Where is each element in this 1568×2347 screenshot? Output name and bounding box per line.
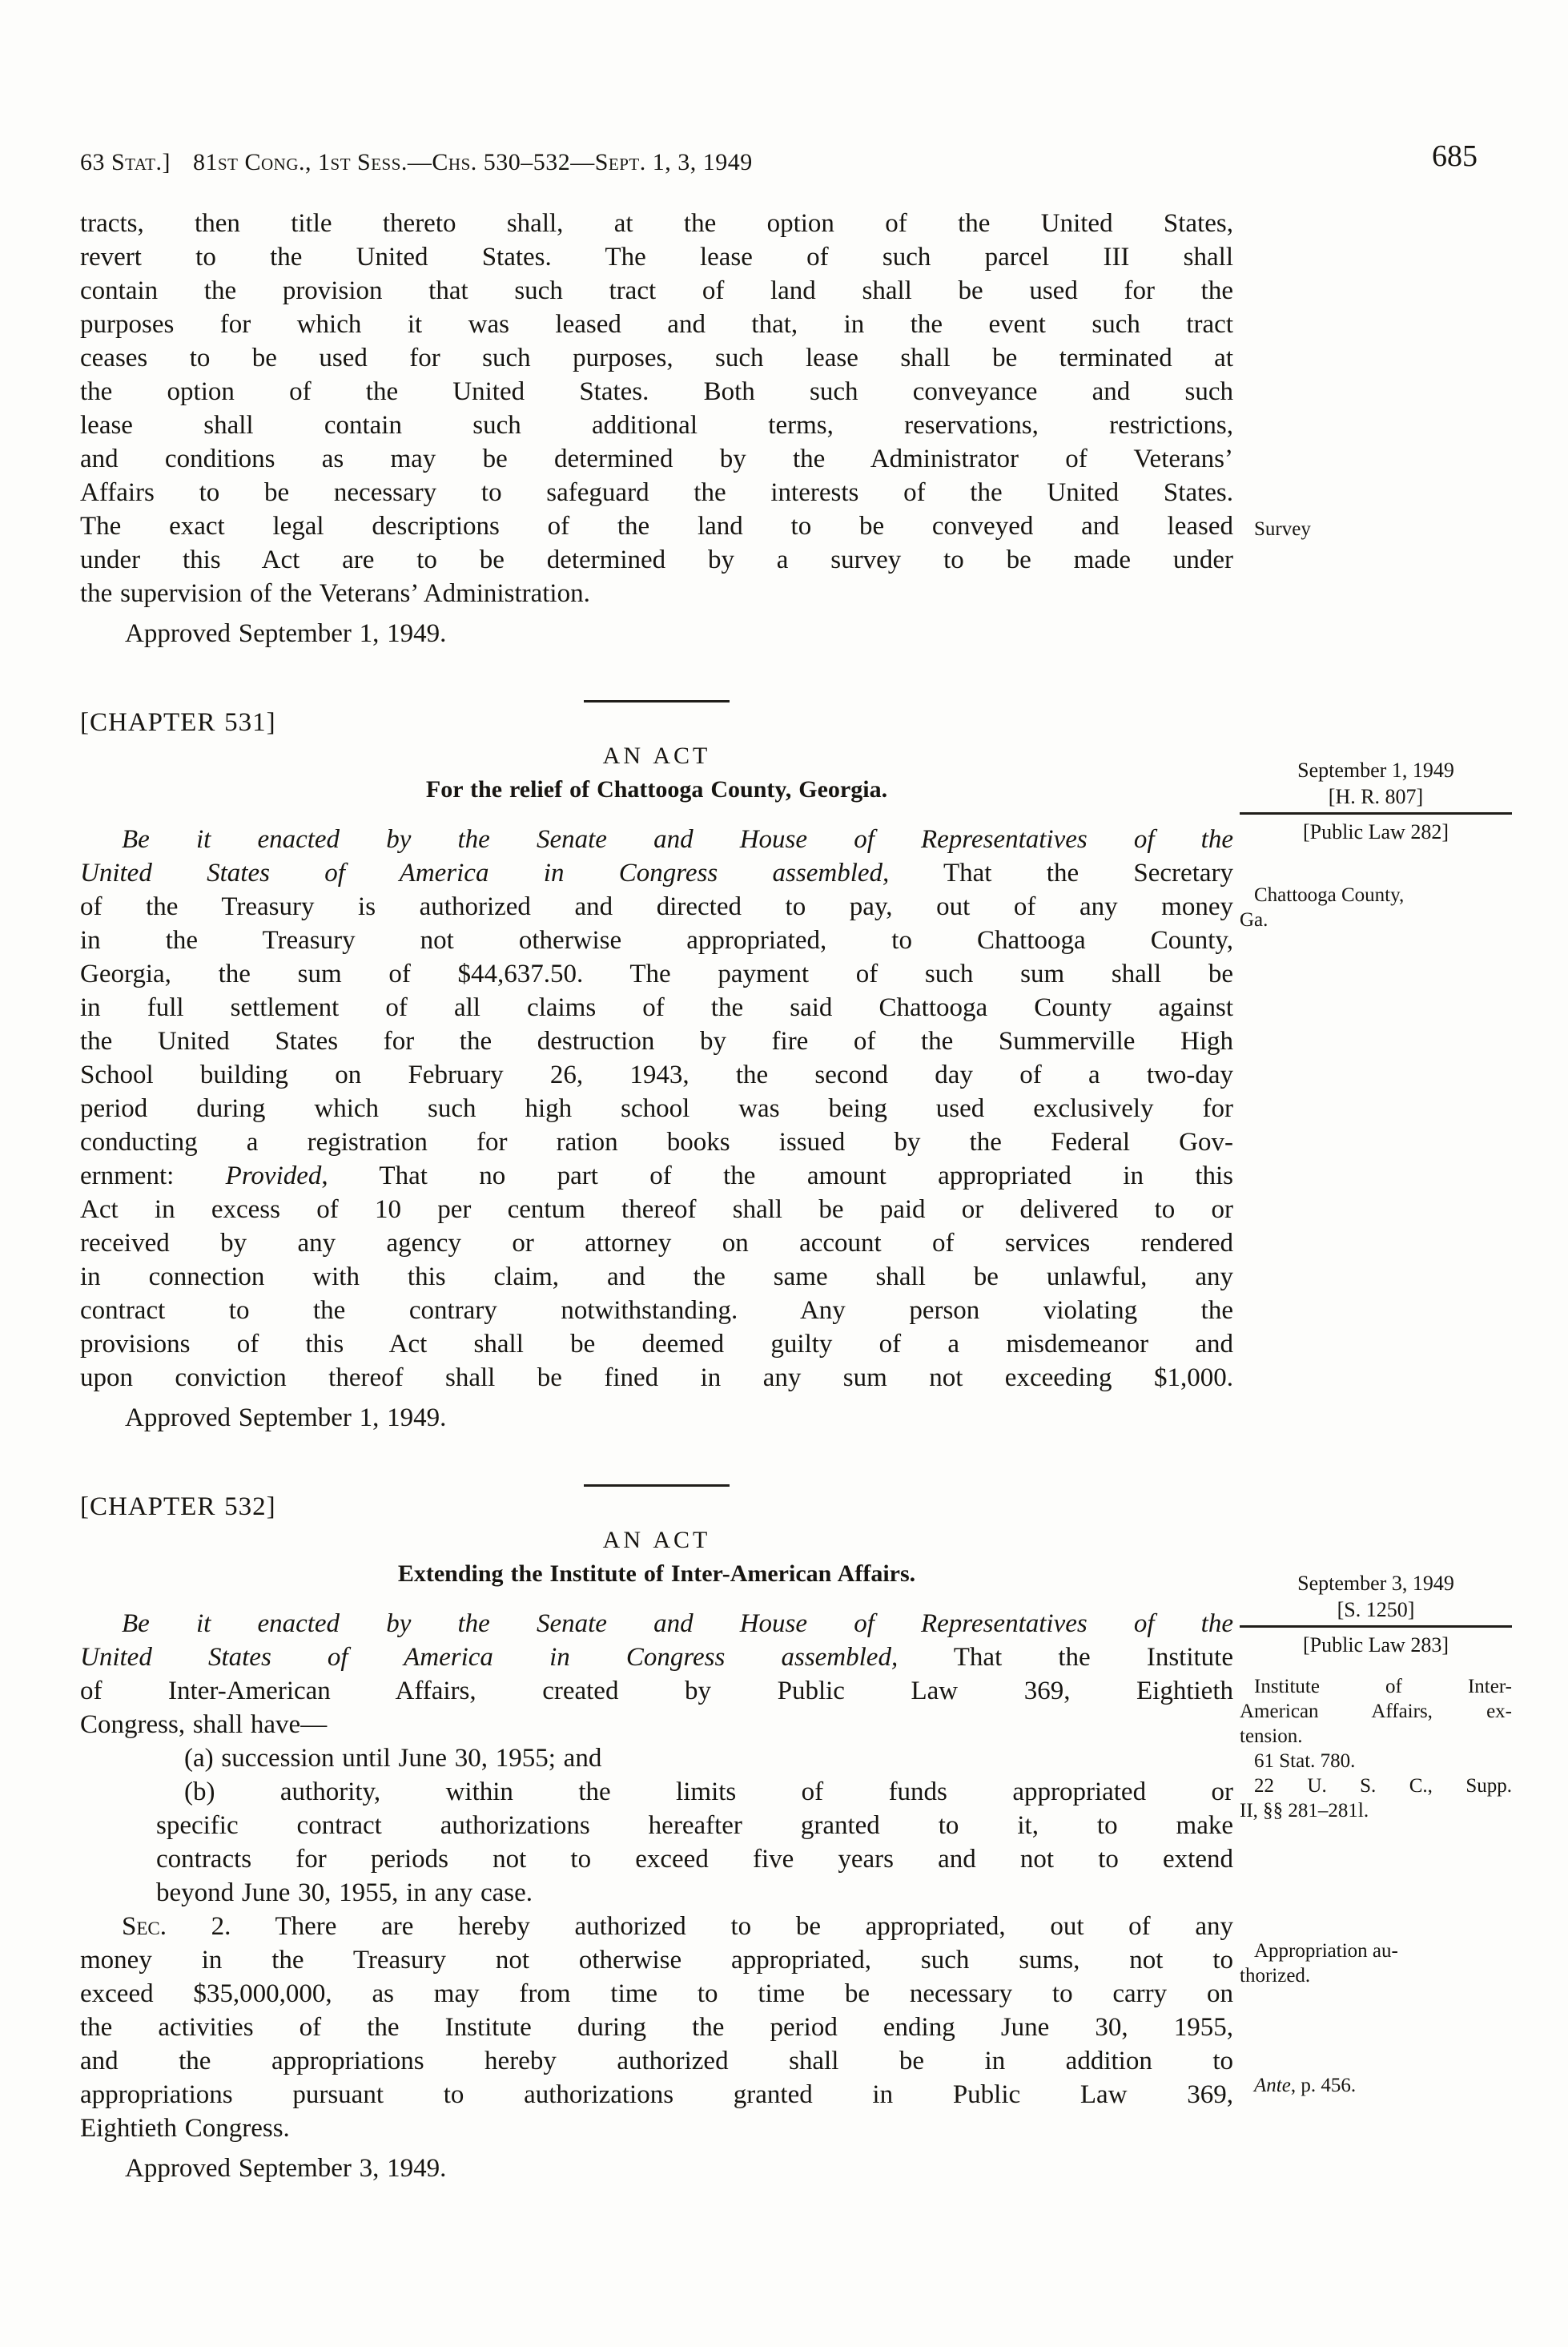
enacting-clause-roman: That the Secretary bbox=[889, 859, 1233, 888]
stat-volume-label: 63 Stat.] bbox=[80, 149, 171, 175]
enacting-clause-italic: United States of America in Congress assembled, bbox=[80, 859, 890, 888]
body-line: the activities of the Institute during the period ending June 30, 1955, bbox=[80, 2013, 1233, 2042]
body-line: contain the provision that such tract of land shall be used for the bbox=[80, 276, 1233, 305]
proviso-word: Provided bbox=[225, 1161, 322, 1190]
body-line: the option of the United States. Both such conveyance and such bbox=[80, 377, 1233, 406]
act-subject: Extending the Institute of Inter-American Affairs. bbox=[397, 1560, 916, 1587]
sidenote-usc-citation: II, §§ 281–281l. bbox=[1240, 1800, 1369, 1822]
body-line: exceed $35,000,000, as may from time to time be necessary to carry on bbox=[80, 1979, 1233, 2008]
ante-rest: , p. 456. bbox=[1290, 2075, 1357, 2096]
an-act-heading: AN ACT bbox=[602, 743, 711, 769]
list-item-a: (a) succession until June 30, 1955; and bbox=[184, 1744, 602, 1773]
section-2-text: There are hereby authorized to be appropriated, out of any bbox=[231, 1912, 1233, 1941]
text-column bbox=[80, 207, 1233, 2185]
approved-line: Approved September 3, 1949. bbox=[125, 2154, 447, 2183]
body-line: received by any agency or attorney on account of services rendered bbox=[80, 1229, 1233, 1258]
body-line: in the Treasury not otherwise appropriated, to Chattooga County, bbox=[80, 926, 1233, 955]
body-line: purposes for which it was leased and that, in the event such tract bbox=[80, 310, 1233, 339]
body-line: and the appropriations hereby authorized shall be in addition to bbox=[80, 2047, 1233, 2075]
body-line: and conditions as may be determined by the Administrator of Veterans’ bbox=[80, 445, 1233, 473]
body-line: Georgia, the sum of $44,637.50. The payment of such sum shall be bbox=[80, 960, 1233, 988]
body-line: lease shall contain such additional terms, reservations, restrictions, bbox=[80, 411, 1233, 440]
body-line: ceases to be used for such purposes, such lease shall be terminated at bbox=[80, 344, 1233, 372]
chapter-530-paragraph bbox=[80, 207, 1233, 610]
section-2-label: Sec. 2. bbox=[122, 1912, 231, 1941]
sidenote-survey: Survey bbox=[1254, 518, 1311, 540]
body-line: The exact legal descriptions of the land to be conveyed and leased bbox=[80, 512, 1233, 541]
sidenote-chattooga bbox=[1240, 883, 1512, 932]
list-item-b: (b) authority, within the limits of funds appropriated or bbox=[184, 1777, 1233, 1806]
proviso-post: , That no part of the amount appropriated in this bbox=[321, 1161, 1233, 1190]
body-line: of Inter-American Affairs, created by Public Law 369, Eightieth bbox=[80, 1677, 1233, 1705]
sidenote-date: September 3, 1949 bbox=[1297, 1572, 1454, 1595]
body-line: Act in excess of 10 per centum thereof shall be paid or delivered to or bbox=[80, 1195, 1233, 1224]
enacting-clause-line bbox=[80, 1640, 1233, 1674]
sidenote-ch532-credit bbox=[1240, 1570, 1512, 1658]
sidenote-line: Ga. bbox=[1240, 909, 1268, 931]
section-2-line bbox=[80, 1910, 1233, 1943]
proviso-pre: ernment: bbox=[80, 1161, 226, 1190]
sidenote-usc-citation: 22 U. S. C., Supp. bbox=[1254, 1775, 1512, 1797]
chapter-531-heading: [CHAPTER 531] bbox=[80, 708, 276, 737]
enacting-clause-italic: United States of America in Congress assembled, bbox=[80, 1643, 899, 1672]
sidenote-date: September 1, 1949 bbox=[1297, 759, 1454, 782]
chapter-532-body bbox=[80, 1607, 1233, 2145]
sidenote-line: American Affairs, ex- bbox=[1240, 1701, 1512, 1722]
approved-line: Approved September 1, 1949. bbox=[125, 619, 447, 648]
body-line: Congress, shall have— bbox=[80, 1710, 328, 1739]
enacting-clause-line: Be it enacted by the Senate and House of Representatives of the bbox=[122, 1609, 1233, 1638]
body-line: the United States for the destruction by fire of the Summerville High bbox=[80, 1027, 1233, 1056]
page-number: 685 bbox=[1432, 139, 1478, 173]
act-subject: For the relief of Chattooga County, Georgia. bbox=[425, 776, 888, 803]
body-line-proviso bbox=[80, 1159, 1233, 1193]
body-line: School building on February 26, 1943, the second day of a two-day bbox=[80, 1061, 1233, 1089]
list-item-b-continuation: beyond June 30, 1955, in any case. bbox=[156, 1878, 533, 1907]
sidenote-institute bbox=[1240, 1674, 1512, 1823]
sidenote-line: Chattooga County, bbox=[1254, 884, 1405, 906]
sidenote-public-law: [Public Law 283] bbox=[1303, 1633, 1449, 1657]
sidenote-line: Institute of Inter- bbox=[1254, 1676, 1512, 1697]
sidenote-appropriation bbox=[1240, 1938, 1512, 1988]
session-chapter-line: 81st Cong., 1st Sess.—Chs. 530–532—Sept. 1, 3, 1949 bbox=[193, 149, 753, 175]
chapter-531-body bbox=[80, 823, 1233, 1395]
sidenote-ante-reference bbox=[1240, 2073, 1512, 2098]
sidenote-rule bbox=[1240, 1625, 1512, 1628]
body-line: revert to the United States. The lease of such parcel III shall bbox=[80, 243, 1233, 272]
section-divider bbox=[584, 1484, 730, 1487]
body-line: conducting a registration for ration books issued by the Federal Gov- bbox=[80, 1128, 1233, 1157]
sidenote-line: thorized. bbox=[1240, 1965, 1311, 1987]
sidenote-line: Appropriation au- bbox=[1254, 1940, 1398, 1962]
enacting-clause-roman: That the Institute bbox=[898, 1643, 1233, 1672]
list-item-b-continuation: contracts for periods not to exceed five years and not to extend bbox=[156, 1845, 1233, 1874]
body-line: in connection with this claim, and the same shall be unlawful, any bbox=[80, 1262, 1233, 1291]
enacting-clause-line bbox=[80, 856, 1233, 890]
body-line: contract to the contrary notwithstanding. Any person violating the bbox=[80, 1296, 1233, 1325]
enacting-clause-line: Be it enacted by the Senate and House of Representatives of the bbox=[122, 825, 1233, 854]
sidenote-ch531-credit bbox=[1240, 757, 1512, 845]
body-line: money in the Treasury not otherwise appropriated, such sums, not to bbox=[80, 1946, 1233, 1975]
body-line: in full settlement of all claims of the said Chattooga County against bbox=[80, 993, 1233, 1022]
list-item-b-continuation: specific contract authorizations hereafter granted to it, to make bbox=[156, 1811, 1233, 1840]
sidenote-line: tension. bbox=[1240, 1725, 1303, 1747]
body-line: period during which such high school was being used exclusively for bbox=[80, 1094, 1233, 1123]
body-line: Affairs to be necessary to safeguard the interests of the United States. bbox=[80, 478, 1233, 507]
ante-word: Ante bbox=[1254, 2075, 1291, 2096]
body-line: of the Treasury is authorized and directed to pay, out of any money bbox=[80, 892, 1233, 921]
body-line: upon conviction thereof shall be fined in any sum not exceeding $1,000. bbox=[80, 1363, 1233, 1392]
sidenote-rule bbox=[1240, 812, 1512, 815]
sidenote-public-law: [Public Law 282] bbox=[1303, 820, 1449, 843]
running-header bbox=[80, 139, 1478, 178]
body-line: the supervision of the Veterans’ Administration. bbox=[80, 579, 590, 608]
body-line: Eightieth Congress. bbox=[80, 2114, 290, 2143]
body-line: provisions of this Act shall be deemed guilty of a misdemeanor and bbox=[80, 1330, 1233, 1359]
body-line: appropriations pursuant to authorizations granted in Public Law 369, bbox=[80, 2080, 1233, 2109]
an-act-heading: AN ACT bbox=[602, 1527, 711, 1553]
body-line: tracts, then title thereto shall, at the option of the United States, bbox=[80, 209, 1233, 238]
body-line: under this Act are to be determined by a survey to be made under bbox=[80, 545, 1233, 574]
sidenote-bill-number: [H. R. 807] bbox=[1328, 785, 1424, 808]
approved-line: Approved September 1, 1949. bbox=[125, 1403, 447, 1432]
sidenote-bill-number: [S. 1250] bbox=[1337, 1598, 1415, 1621]
sidenote-stat-citation: 61 Stat. 780. bbox=[1254, 1750, 1356, 1772]
chapter-532-heading: [CHAPTER 532] bbox=[80, 1492, 276, 1521]
section-divider bbox=[584, 700, 730, 702]
